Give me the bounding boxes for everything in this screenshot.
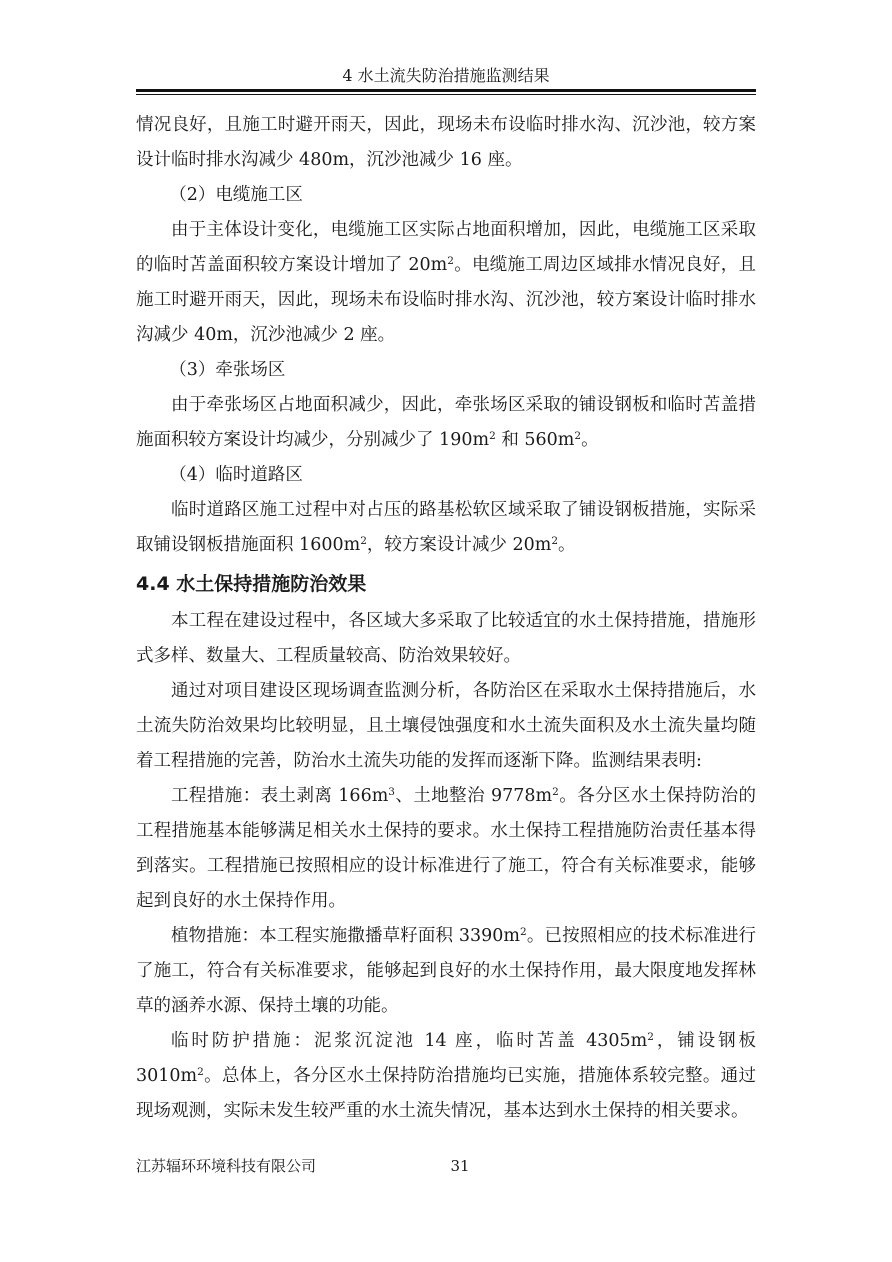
subheading-cable-area: （2）电缆施工区 <box>169 185 303 205</box>
paragraph-temp-road-area: 临时道路区施工过程中对占压的路基松软区域采取了铺设钢板措施，实际采取铺设钢板措施面积 $1600m^2$，较方案设计减少 $20m^2$。 <box>136 500 756 555</box>
paragraph-pulling-area: 由于牵张场区占地面积减少，因此，牵张场区采取的铺设钢板和临时苫盖措施面积较方案设计均减少，分别减少了 $190m^2$ 和 $560m^2$。 <box>136 395 756 450</box>
page-body <box>136 108 756 1129</box>
paragraph-temporary-measures: 临时防护措施：泥浆沉淀池 14 座，临时苫盖 $4305m^2$，铺设钢板 $3010m^2$。总体上，各分区水土保持防治措施均已实施，措施体系较完整。通过现场观测，实际未发生较严重的水土流失情况，基本达到水土保持的相关要求。 <box>136 1031 756 1121</box>
footer-company-name: 江苏辐环环境科技有限公司 <box>136 1157 317 1175</box>
paragraph-monitoring-analysis: 通过对项目建设区现场调查监测分析，各防治区在采取水土保持措施后，水土流失防治效果均比较明显，且土壤侵蚀强度和水土流失面积及水土流失量均随着工程措施的完善，防治水土流失功能的发挥而逐渐下降。监测结果表明: <box>136 681 756 771</box>
section-heading-4-4: 4.4 水土保持措施防治效果 <box>136 573 367 595</box>
paragraph-overview: 本工程在建设过程中，各区域大多采取了比较适宜的水土保持措施，措施形式多样、数量大、工程质量较高、防治效果较好。 <box>136 611 756 666</box>
paragraph-continued: 情况良好，且施工时避开雨天，因此，现场未布设临时排水沟、沉沙池，较方案设计临时排水沟减少 480m，沉沙池减少 16 座。 <box>136 115 756 170</box>
header-rule-thin <box>136 94 756 95</box>
paragraph-cable-area: 由于主体设计变化，电缆施工区实际占地面积增加，因此，电缆施工区采取的临时苫盖面积较方案设计增加了 $20m^2$。电缆施工周边区域排水情况良好，且施工时避开雨天，因此，现场未布设临时排水沟、沉沙池，较方案设计临时排水沟减少 40m，沉沙池减少 2 座。 <box>136 220 756 345</box>
running-header-title: 4 水土流失防治措施监测结果 <box>342 66 550 85</box>
subheading-pulling-area: （3）牵张场区 <box>169 360 286 380</box>
footer-page-number: 31 <box>450 1157 470 1175</box>
paragraph-plant-measures: 植物措施：本工程实施撒播草籽面积 $3390m^2$。已按照相应的技术标准进行了施工，符合有关标准要求，能够起到良好的水土保持作用，最大限度地发挥林草的涵养水源、保持土壤的功能。 <box>136 926 756 1016</box>
paragraph-engineering-measures: 工程措施：表土剥离 $166m^3$、土地整治 $9778m^2$。各分区水土保持防治的工程措施基本能够满足相关水土保持的要求。水土保持工程措施防治责任基本得到落实。工程措施已按照相应的设计标准进行了施工，符合有关标准要求，能够起到良好的水土保持作用。 <box>136 786 757 911</box>
header-rule-thick <box>136 89 756 92</box>
subheading-temp-road-area: （4）临时道路区 <box>169 465 303 485</box>
